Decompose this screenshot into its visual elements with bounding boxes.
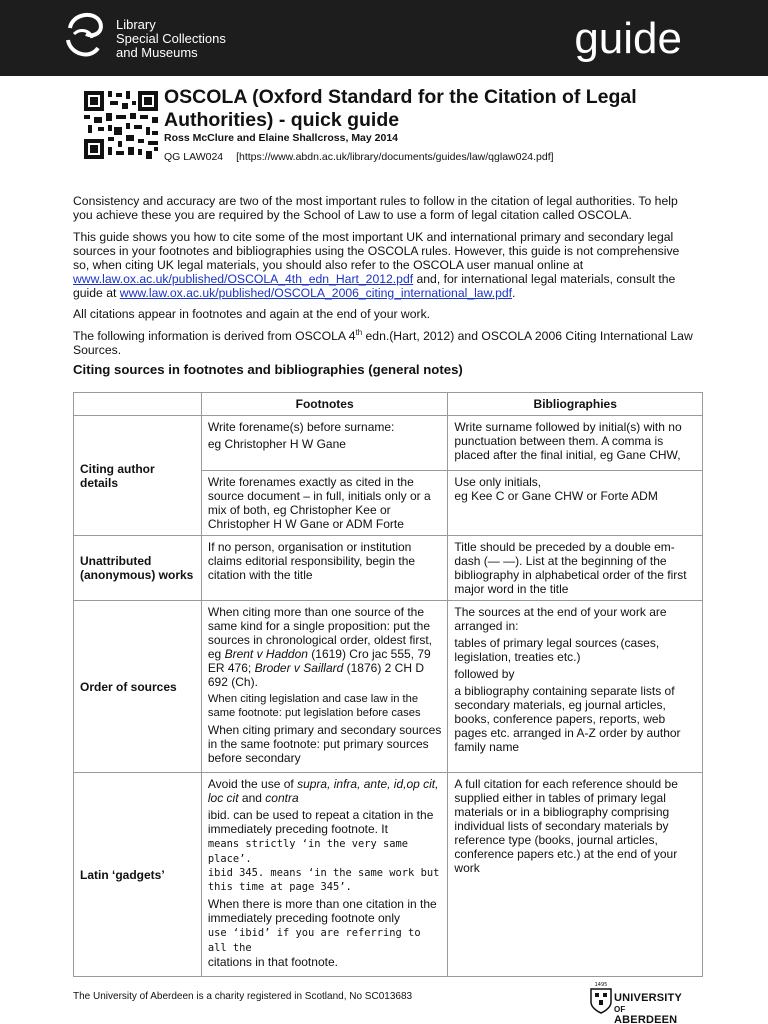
charity-notice: The University of Aberdeen is a charity registered in Scotland, No SC013683	[73, 991, 413, 1002]
column-header-footnotes: Footnotes	[201, 393, 448, 416]
intro-text	[73, 194, 698, 364]
table-row	[74, 773, 703, 977]
guide-reference	[164, 151, 564, 163]
table-row	[74, 416, 703, 471]
footnote-cell: Write forenames exactly as cited in the source document – in full, initials only or a mix of both, eg Christopher Kee or Christopher H W Gane or ADM Forte	[201, 471, 448, 536]
guide-label: guide	[574, 14, 682, 63]
footnote-cell: Avoid the use of supra, infra, ante, id,op cit, loc cit and contra ibid. can be used to repeat a citation in the immediately preceding footnote. It means strictly ‘in the very same place’. ibid 345. means ‘in the same work but this time at page 345’. When there is more than one citation in the immediately preceding footnote only use ‘ibid’ if you are referring to all the citations in that footnote.	[201, 773, 448, 977]
bibliography-cell: Write surname followed by initial(s) with no punctuation between them. A comma is placed after the final initial, eg Gane CHW,	[448, 416, 703, 471]
section-heading: Citing sources in footnotes and bibliographies (general notes)	[73, 362, 463, 377]
university-crest-icon	[588, 980, 614, 1014]
row-label-latin: Latin ‘gadgets’	[74, 773, 202, 977]
guide-url: [https://www.abdn.ac.uk/library/documents/guides/law/qglaw024.pdf]	[236, 151, 554, 163]
column-header-bibliographies: Bibliographies	[448, 393, 703, 416]
library-name: Library Special Collections and Museums	[116, 17, 226, 60]
bibliography-cell: Title should be preceded by a double em-dash (— —). List at the beginning of the bibliography in alphabetical order of the first major word in the title	[448, 536, 703, 601]
table-row	[74, 601, 703, 773]
bibliography-cell: A full citation for each reference should be supplied either in tables of primary legal materials or in a bibliography comprising individual lists of secondary materials by reference type (books, journal articles, conference papers etc.) at the end of your work	[448, 773, 703, 977]
row-label-order: Order of sources	[74, 601, 202, 773]
intro-paragraph-1: Consistency and accuracy are two of the most important rules to follow in the citation of legal authorities. To help you achieve these you are required by the School of Law to use a form of legal citation called OSCOLA.	[73, 194, 678, 222]
table-header-row	[74, 393, 703, 416]
guide-code: QG LAW024	[164, 151, 224, 163]
empty-header-cell	[74, 393, 202, 416]
library-swirl-logo-icon	[64, 8, 104, 62]
bibliography-cell: Use only initials, eg Kee C or Gane CHW or Forte ADM	[448, 471, 703, 536]
oscola-manual-link[interactable]: www.law.ox.ac.uk/published/OSCOLA_4th_edn_Hart_2012.pdf	[73, 271, 414, 286]
header-banner	[0, 0, 768, 76]
qr-code-icon	[84, 91, 158, 159]
intro-paragraph-3: All citations appear in footnotes and again at the end of your work.	[73, 307, 431, 321]
svg-text:1495: 1495	[594, 982, 608, 988]
oscola-international-link[interactable]: www.law.ox.ac.uk/published/OSCOLA_2006_citing_international_law.pdf	[119, 285, 513, 300]
intro-paragraph-4: The following information is derived from OSCOLA 4th edn.(Hart, 2012) and OSCOLA 2006 Citing International Law Sources.	[73, 327, 693, 357]
footnote-cell: When citing more than one source of the same kind for a single proposition: put the sources in chronological order, oldest first, eg Brent v Haddon (1619) Cro jac 555, 79 ER 476; Broder v Saillard (1876) 2 CH D 692 (Ch). When citing legislation and case law in the same footnote: put legislation before cases When citing primary and secondary sources in the same footnote: put primary sources before secondary	[201, 601, 448, 773]
footnote-cell: Write forename(s) before surname: eg Christopher H W Gane	[201, 416, 448, 471]
footnote-cell: If no person, organisation or institution claims editorial responsibility, begin the citation with the title	[201, 536, 448, 601]
authors: Ross McClure and Elaine Shallcross, May 2014	[164, 132, 399, 144]
citation-rules-table	[73, 392, 703, 977]
university-logo	[588, 980, 688, 1024]
table-row	[74, 536, 703, 601]
row-label-unattributed: Unattributed (anonymous) works	[74, 536, 202, 601]
bibliography-cell: The sources at the end of your work are arranged in: tables of primary legal sources (cases, legislation, treaties etc.) followed by a bibliography containing separate lists of secondary materials, eg journal articles, books, conference papers, reports, web pages etc. arranged in A-Z order by author family name	[448, 601, 703, 773]
page-title: OSCOLA (Oxford Standard for the Citation of Legal Authorities) - quick guide	[164, 86, 637, 131]
intro-paragraph-2: This guide shows you how to cite some of the most important UK and international primary and secondary legal sources in your footnotes and bibliographies using the OSCOLA rules. However, this guide is not comprehensive so, when citing UK legal materials, you should also refer to the OSCOLA user manual online at www.law.ox.ac.uk/published/OSCOLA_4th_edn_Hart_2012.pdf and, for international legal materials, consult the guide at www.law.ox.ac.uk/published/OSCOLA_2006_citing_international_law.pdf.	[73, 229, 680, 300]
row-label-author: Citing author details	[74, 416, 202, 536]
university-name: UNIVERSITY OF ABERDEEN	[614, 992, 683, 1024]
